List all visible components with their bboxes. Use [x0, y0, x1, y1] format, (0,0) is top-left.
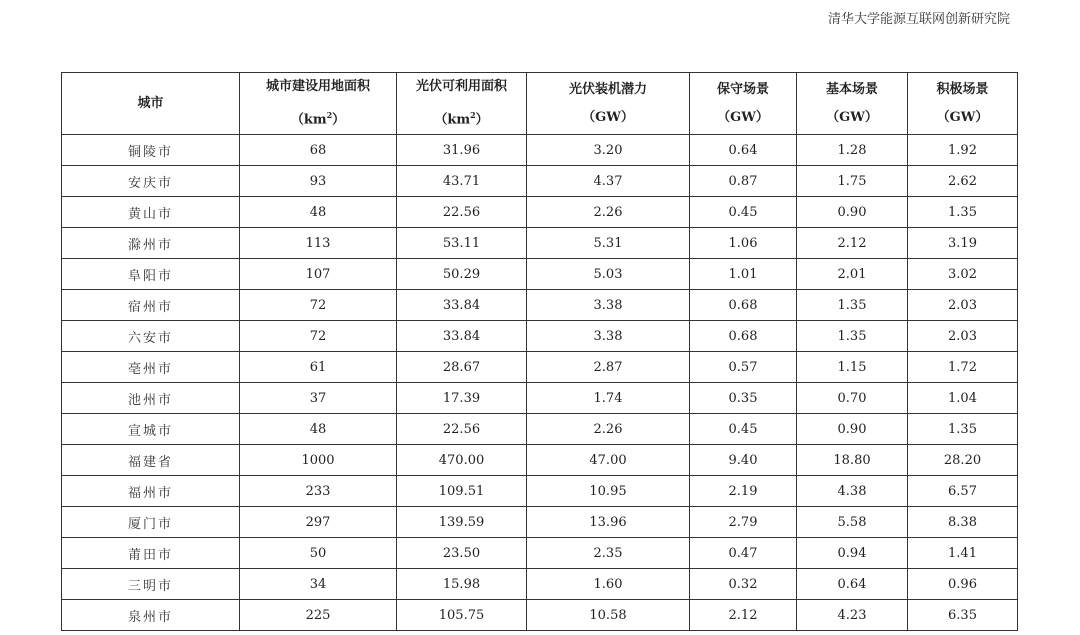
basic-cell: 4.23: [797, 600, 908, 631]
pv-capacity-cell: 2.35: [527, 538, 690, 569]
basic-cell: 1.35: [797, 321, 908, 352]
construction-land-cell: 50: [240, 538, 397, 569]
institute-name: 清华大学能源互联网创新研究院: [827, 12, 1010, 27]
conservative-cell: 0.68: [690, 321, 797, 352]
table-row: [62, 166, 1018, 197]
aggressive-cell: 3.02: [908, 259, 1018, 290]
pv-capacity-cell: 4.37: [527, 166, 690, 197]
aggressive-cell: 2.03: [908, 321, 1018, 352]
basic-cell: 1.15: [797, 352, 908, 383]
basic-cell: 0.90: [797, 197, 908, 228]
construction-land-cell: 37: [240, 383, 397, 414]
pv-capacity-cell: 2.87: [527, 352, 690, 383]
table-row: [62, 476, 1018, 507]
table-row: [62, 569, 1018, 600]
aggressive-cell: 1.35: [908, 197, 1018, 228]
table-row: [62, 135, 1018, 166]
column-header-basic-scenario: [797, 73, 908, 135]
table-header-row: [62, 73, 1018, 135]
table-row: [62, 383, 1018, 414]
column-header-label: 保守场景: [716, 81, 769, 97]
basic-cell: 2.12: [797, 228, 908, 259]
construction-land-cell: 93: [240, 166, 397, 197]
column-header-label: 城市: [137, 95, 164, 111]
column-header-unit: （GW）: [717, 109, 769, 125]
construction-land-cell: 72: [240, 321, 397, 352]
construction-land-cell: 68: [240, 135, 397, 166]
aggressive-cell: 1.04: [908, 383, 1018, 414]
basic-cell: 1.35: [797, 290, 908, 321]
column-header-pv-usable-area: [397, 73, 527, 135]
pv-usable-area-cell: 139.59: [397, 507, 527, 538]
basic-cell: 0.94: [797, 538, 908, 569]
table-row: [62, 538, 1018, 569]
basic-cell: 0.70: [797, 383, 908, 414]
pv-capacity-cell: 5.03: [527, 259, 690, 290]
construction-land-cell: 107: [240, 259, 397, 290]
basic-cell: 1.75: [797, 166, 908, 197]
column-header-label: 积极场景: [936, 81, 989, 97]
city-cell: 厦门市: [62, 507, 240, 538]
city-cell: 三明市: [62, 569, 240, 600]
column-header-unit: （GW）: [826, 109, 878, 125]
column-header-aggressive-scenario: [908, 73, 1018, 135]
pv-usable-area-cell: 33.84: [397, 290, 527, 321]
conservative-cell: 1.06: [690, 228, 797, 259]
table-row: [62, 414, 1018, 445]
table-row: [62, 445, 1018, 476]
aggressive-cell: 0.96: [908, 569, 1018, 600]
conservative-cell: 2.12: [690, 600, 797, 631]
pv-capacity-cell: 3.20: [527, 135, 690, 166]
conservative-cell: 2.79: [690, 507, 797, 538]
city-cell: 宣城市: [62, 414, 240, 445]
basic-cell: 1.28: [797, 135, 908, 166]
city-cell: 阜阳市: [62, 259, 240, 290]
city-cell: 福州市: [62, 476, 240, 507]
pv-usable-area-cell: 15.98: [397, 569, 527, 600]
table-row: [62, 321, 1018, 352]
column-header-construction-land: [240, 73, 397, 135]
pv-usable-area-cell: 33.84: [397, 321, 527, 352]
pv-usable-area-cell: 105.75: [397, 600, 527, 631]
pv-usable-area-cell: 22.56: [397, 414, 527, 445]
pv-usable-area-cell: 50.29: [397, 259, 527, 290]
construction-land-cell: 233: [240, 476, 397, 507]
city-cell: 安庆市: [62, 166, 240, 197]
aggressive-cell: 8.38: [908, 507, 1018, 538]
basic-cell: 4.38: [797, 476, 908, 507]
aggressive-cell: 6.35: [908, 600, 1018, 631]
conservative-cell: 0.47: [690, 538, 797, 569]
pv-usable-area-cell: 22.56: [397, 197, 527, 228]
aggressive-cell: 1.41: [908, 538, 1018, 569]
table-row: [62, 352, 1018, 383]
construction-land-cell: 297: [240, 507, 397, 538]
city-cell: 滁州市: [62, 228, 240, 259]
conservative-cell: 0.45: [690, 197, 797, 228]
table-row: [62, 197, 1018, 228]
city-cell: 莆田市: [62, 538, 240, 569]
pv-capacity-cell: 2.26: [527, 197, 690, 228]
table-row: [62, 600, 1018, 631]
conservative-cell: 9.40: [690, 445, 797, 476]
city-cell: 铜陵市: [62, 135, 240, 166]
pv-capacity-cell: 13.96: [527, 507, 690, 538]
pv-usable-area-cell: 17.39: [397, 383, 527, 414]
column-header-label: 城市建设用地面积: [265, 79, 370, 94]
pv-capacity-cell: 2.26: [527, 414, 690, 445]
conservative-cell: 2.19: [690, 476, 797, 507]
pv-usable-area-cell: 470.00: [397, 445, 527, 476]
basic-cell: 18.80: [797, 445, 908, 476]
conservative-cell: 0.32: [690, 569, 797, 600]
pv-capacity-cell: 47.00: [527, 445, 690, 476]
aggressive-cell: 2.62: [908, 166, 1018, 197]
pv-usable-area-cell: 53.11: [397, 228, 527, 259]
column-header-label: 基本场景: [825, 81, 878, 97]
basic-cell: 0.90: [797, 414, 908, 445]
construction-land-cell: 48: [240, 197, 397, 228]
column-header-unit: $(km^2)$: [290, 110, 346, 128]
table-row: [62, 290, 1018, 321]
column-header-label: 光伏可利用面积: [415, 79, 507, 94]
pv-usable-area-cell: 43.71: [397, 166, 527, 197]
aggressive-cell: 1.92: [908, 135, 1018, 166]
conservative-cell: 0.57: [690, 352, 797, 383]
column-header-unit: $(km^2)$: [434, 110, 489, 128]
aggressive-cell: 6.57: [908, 476, 1018, 507]
city-cell: 六安市: [62, 321, 240, 352]
city-cell: 亳州市: [62, 352, 240, 383]
column-header-unit: （GW）: [582, 109, 634, 125]
construction-land-cell: 1000: [240, 445, 397, 476]
pv-capacity-cell: 3.38: [527, 290, 690, 321]
conservative-cell: 0.35: [690, 383, 797, 414]
table-row: [62, 228, 1018, 259]
column-header-city: [62, 73, 240, 135]
pv-capacity-cell: 1.60: [527, 569, 690, 600]
aggressive-cell: 1.35: [908, 414, 1018, 445]
basic-cell: 2.01: [797, 259, 908, 290]
construction-land-cell: 113: [240, 228, 397, 259]
city-cell: 福建省: [62, 445, 240, 476]
aggressive-cell: 2.03: [908, 290, 1018, 321]
column-header-conservative-scenario: [690, 73, 797, 135]
construction-land-cell: 48: [240, 414, 397, 445]
construction-land-cell: 225: [240, 600, 397, 631]
aggressive-cell: 1.72: [908, 352, 1018, 383]
pv-capacity-cell: 10.58: [527, 600, 690, 631]
column-header-label: 光伏装机潜力: [568, 81, 647, 97]
city-cell: 宿州市: [62, 290, 240, 321]
column-header-unit: （GW）: [936, 109, 989, 125]
conservative-cell: 0.45: [690, 414, 797, 445]
city-cell: 泉州市: [62, 600, 240, 631]
conservative-cell: 0.87: [690, 166, 797, 197]
pv-capacity-cell: 10.95: [527, 476, 690, 507]
table-body: [62, 135, 1018, 631]
basic-cell: 5.58: [797, 507, 908, 538]
construction-land-cell: 61: [240, 352, 397, 383]
construction-land-cell: 72: [240, 290, 397, 321]
pv-capacity-cell: 5.31: [527, 228, 690, 259]
pv-usable-area-cell: 28.67: [397, 352, 527, 383]
pv-usable-area-cell: 109.51: [397, 476, 527, 507]
conservative-cell: 0.64: [690, 135, 797, 166]
pv-capacity-cell: 1.74: [527, 383, 690, 414]
column-header-pv-capacity-potential: [527, 73, 690, 135]
aggressive-cell: 3.19: [908, 228, 1018, 259]
table-row: [62, 259, 1018, 290]
pv-potential-table: [61, 72, 1018, 631]
city-cell: 黄山市: [62, 197, 240, 228]
pv-capacity-cell: 3.38: [527, 321, 690, 352]
aggressive-cell: 28.20: [908, 445, 1018, 476]
conservative-cell: 0.68: [690, 290, 797, 321]
table-row: [62, 507, 1018, 538]
pv-usable-area-cell: 23.50: [397, 538, 527, 569]
basic-cell: 0.64: [797, 569, 908, 600]
city-cell: 池州市: [62, 383, 240, 414]
pv-usable-area-cell: 31.96: [397, 135, 527, 166]
construction-land-cell: 34: [240, 569, 397, 600]
conservative-cell: 1.01: [690, 259, 797, 290]
